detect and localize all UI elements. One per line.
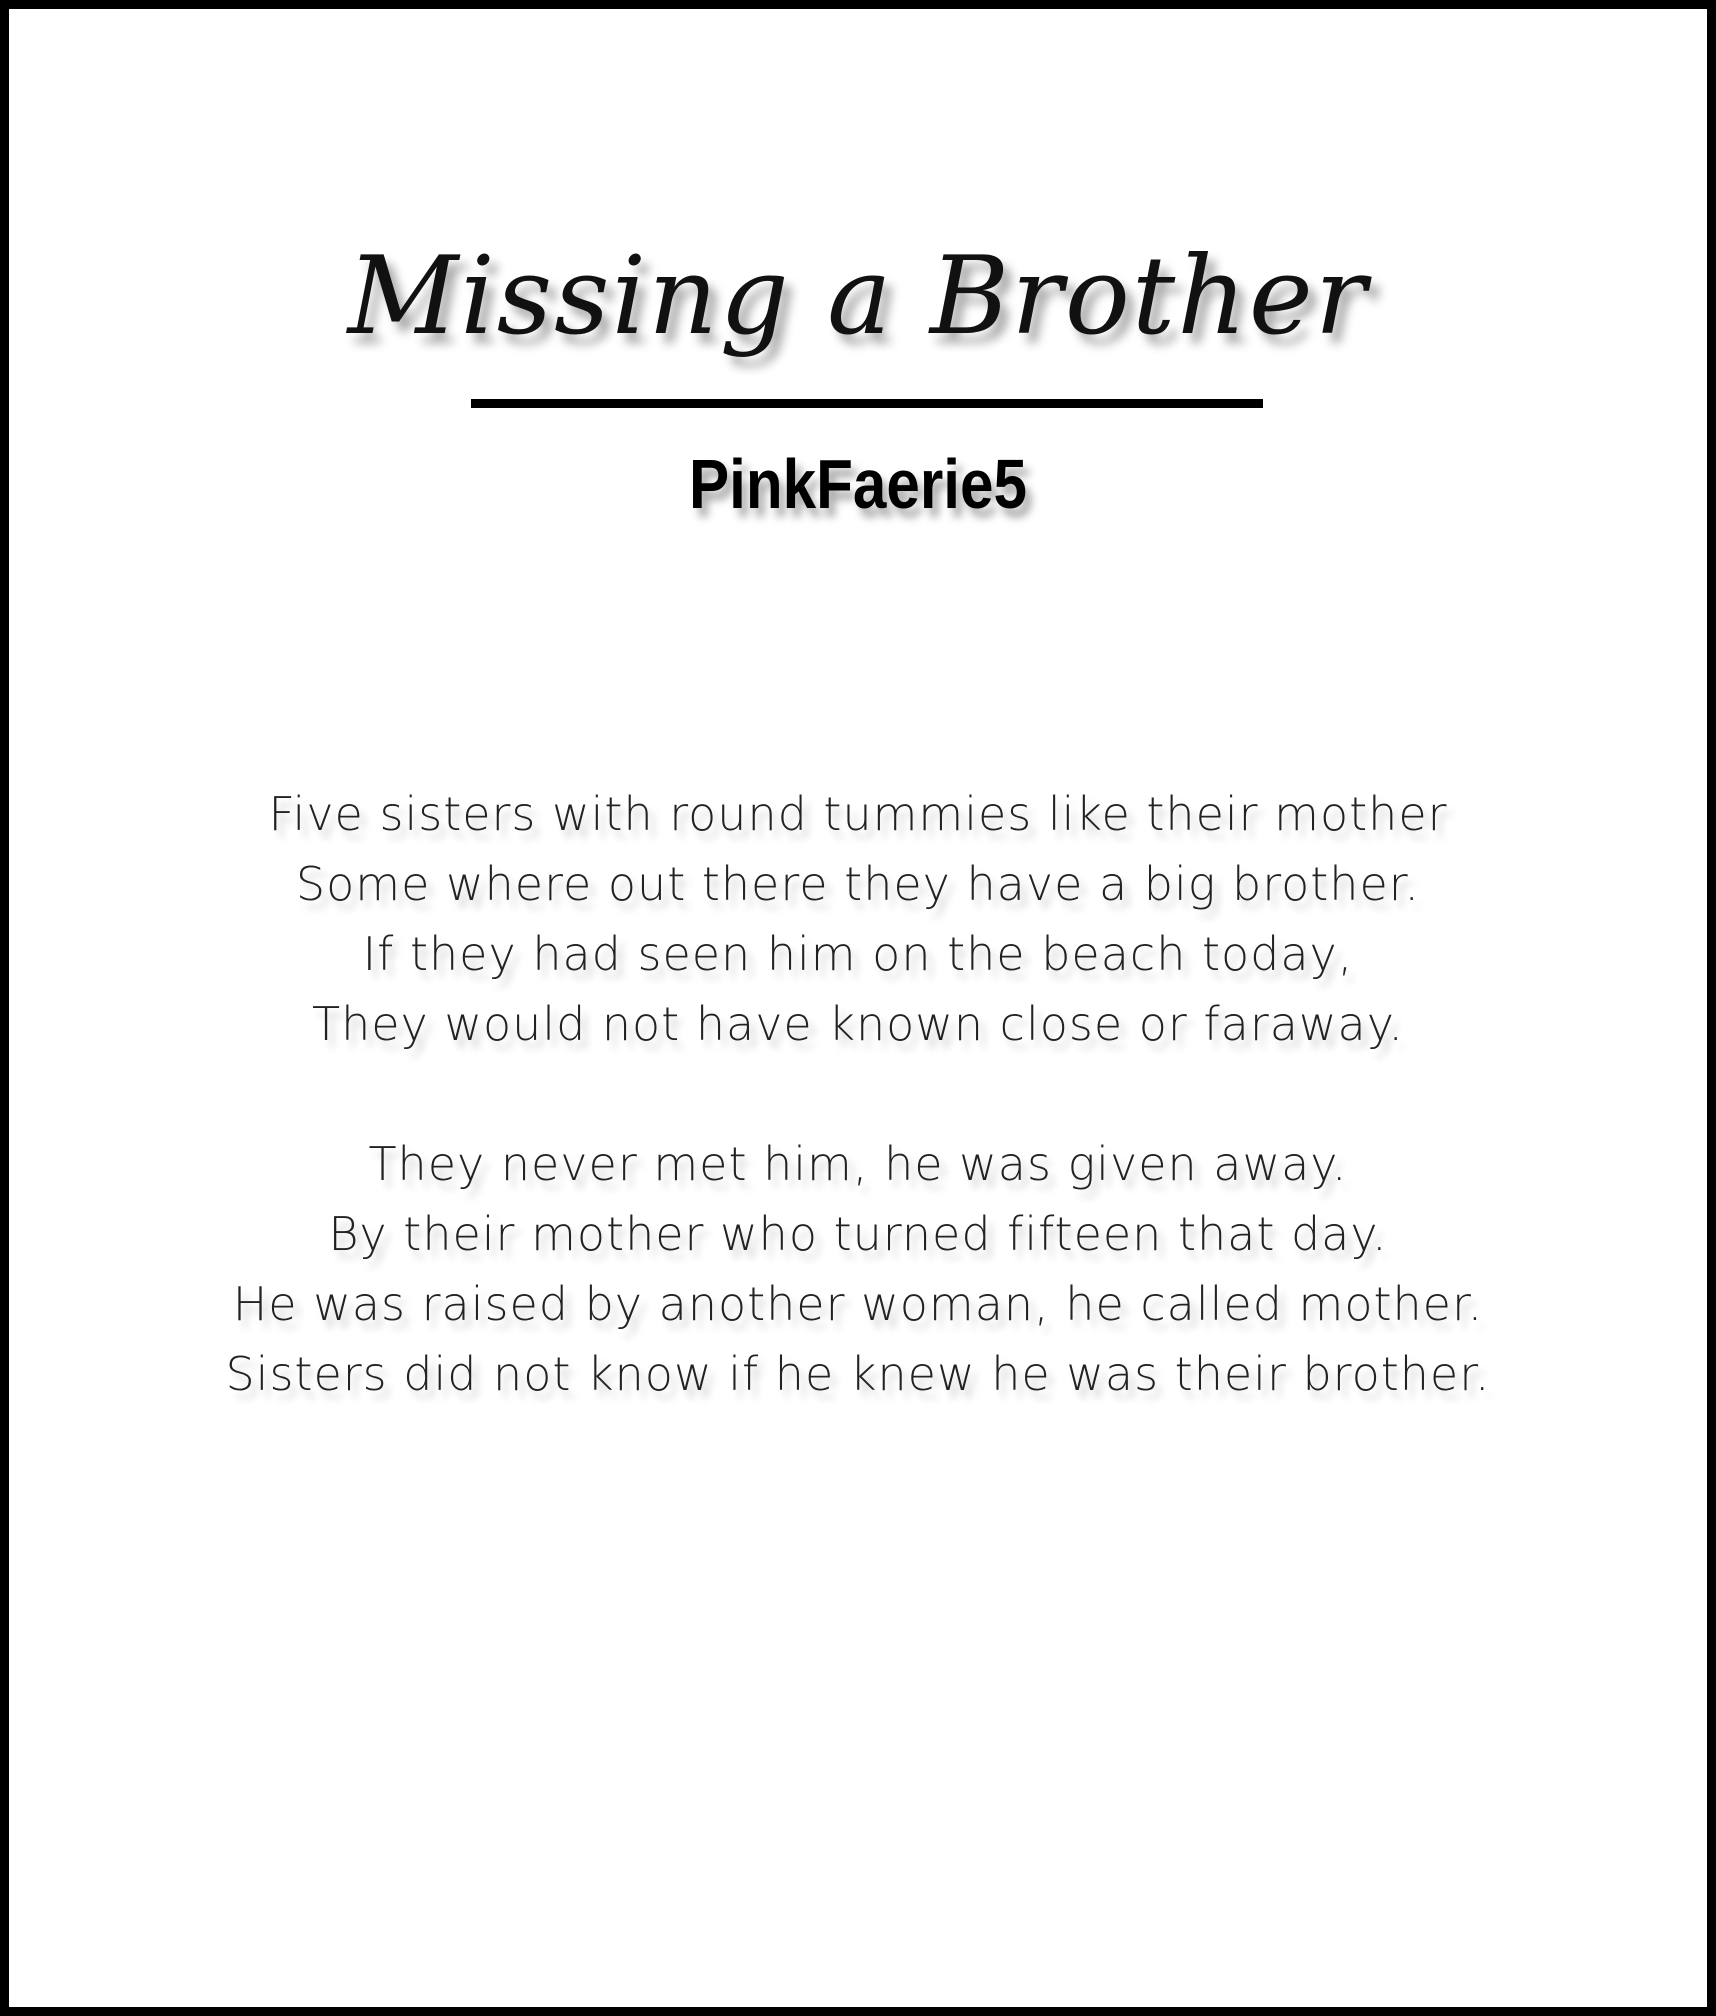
stanza-2 bbox=[9, 1129, 1707, 1409]
title-underline bbox=[471, 399, 1263, 408]
poem-title: Missing a Brother bbox=[347, 234, 1369, 359]
poem-line: Sisters did not know if he knew he was their brother. bbox=[225, 1347, 1491, 1401]
author-name: PinkFaerie5 bbox=[689, 445, 1027, 523]
poem-line: He was raised by another woman, he called mother. bbox=[232, 1277, 1484, 1331]
poem-line: Some where out there they have a big brother. bbox=[295, 857, 1421, 911]
poem-body bbox=[9, 779, 1707, 1479]
poem-line: By their mother who turned fifteen that day. bbox=[328, 1207, 1388, 1261]
poem-line: They never met him, he was given away. bbox=[368, 1137, 1348, 1191]
stanza-1 bbox=[9, 779, 1707, 1059]
poem-line: They would not have known close or faraway. bbox=[311, 997, 1405, 1051]
poem-line: Five sisters with round tummies like their mother bbox=[268, 787, 1448, 841]
poem-line: If they had seen him on the beach today, bbox=[362, 927, 1354, 981]
